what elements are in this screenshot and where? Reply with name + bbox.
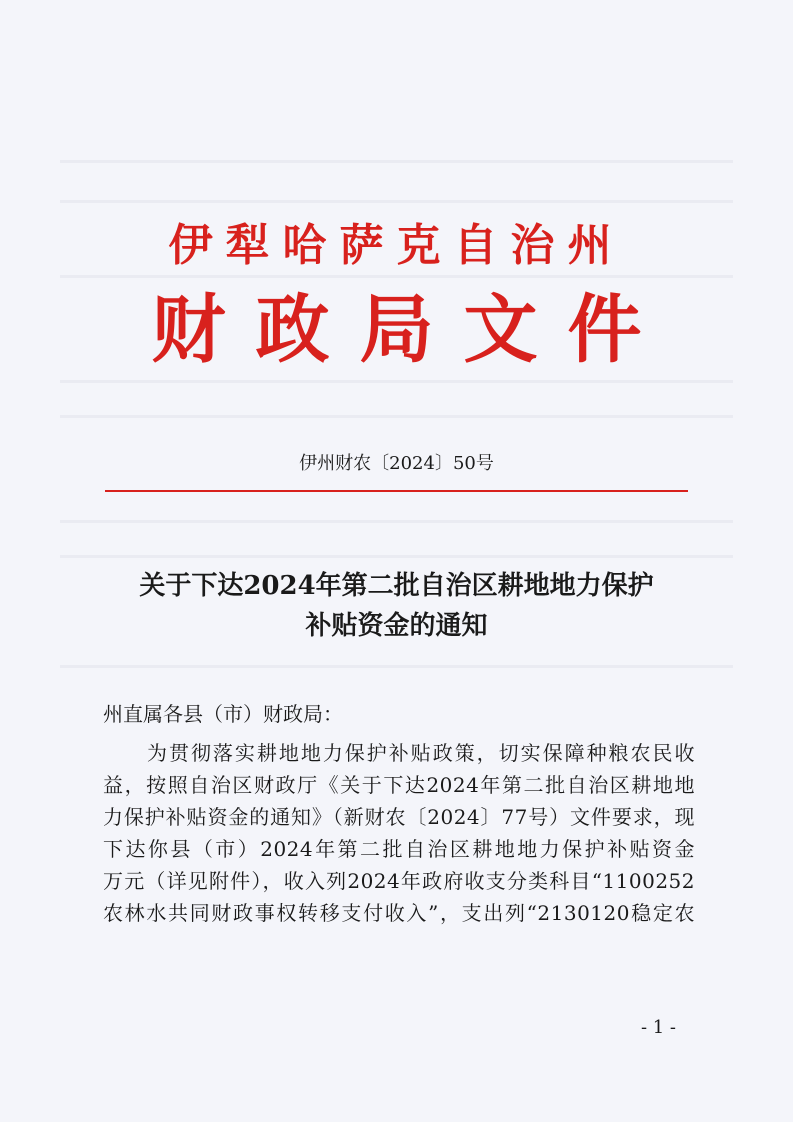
bleed-through-line	[60, 160, 733, 163]
bleed-through-line	[60, 555, 733, 558]
bleed-through-line	[60, 415, 733, 418]
document-title	[0, 566, 793, 646]
page-number: - 1 -	[640, 1017, 676, 1038]
bleed-through-line	[60, 275, 733, 278]
bleed-through-line	[60, 380, 733, 383]
salutation: 州直属各县（市）财政局：	[103, 702, 343, 726]
body-line: 为贯彻落实耕地地力保护补贴政策，切实保障种粮农民收	[147, 741, 695, 765]
body-line: 下达你县（市）2024年第二批自治区耕地地力保护补贴资金	[103, 837, 695, 861]
bleed-through-line	[60, 520, 733, 523]
title-line-1: 关于下达2024年第二批自治区耕地地力保护	[139, 571, 654, 601]
body-line: 力保护补贴资金的通知》（新财农〔2024〕77号）文件要求，现	[103, 805, 695, 829]
red-separator-line	[105, 490, 688, 492]
document-type-heading: 财政局文件	[151, 287, 672, 373]
title-line-2: 补贴资金的通知	[305, 611, 488, 641]
body-line: 农林水共同财政事权转移支付收入”，支出列“2130120稳定农	[103, 901, 695, 925]
body-line: 益，按照自治区财政厅《关于下达2024年第二批自治区耕地地	[103, 773, 695, 797]
document-number: 伊州财农〔2024〕50号	[299, 453, 494, 474]
bleed-through-line	[60, 665, 733, 668]
issuing-organization: 伊犁哈萨克自治州	[168, 220, 625, 271]
body-text	[103, 737, 695, 929]
bleed-through-line	[60, 200, 733, 203]
body-line: 万元（详见附件），收入列2024年政府收支分类科目“1100252	[103, 869, 695, 893]
